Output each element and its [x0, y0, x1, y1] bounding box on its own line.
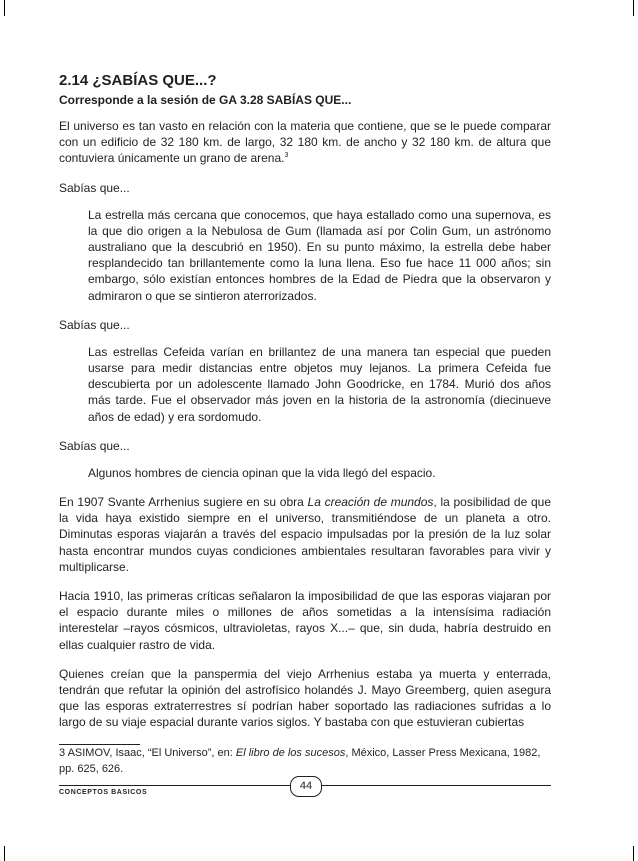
intro-text: El universo es tan vasto en relación con la materia que contiene, que se le puede comparar con un edificio de 32 180 km. de largo, 32 180 km. de ancho y 32 180 km. de altura que contuviera únicamente un grano de arena.	[59, 119, 551, 166]
fact-paragraph-cepheid: Las estrellas Cefeida varían en brillantez de una manera tan especial que pueden usarse para medir distancias entre objetos muy lejanos. La primera Cefeida fue descubierta por un adolescente llamado John Goodricke, en 1784. Murió dos años más tarde. Fue el observador más joven en la historia de la astronomía (diecinueve años de edad) y era sordomudo.	[88, 344, 551, 424]
fact-lead: Sabías que...	[59, 317, 130, 332]
arrhenius-paragraph	[59, 494, 551, 575]
intro-paragraph	[59, 118, 551, 167]
crop-mark-top-left	[4, 0, 5, 16]
crop-mark-bottom-right	[633, 846, 634, 861]
footnote-text-end: , México, Lasser Press Mexicana, 1982, pp. 625, 626.	[59, 747, 541, 775]
footnote	[59, 745, 551, 777]
page-body	[59, 72, 551, 731]
fact-paragraph-supernova: La estrella más cercana que conocemos, que haya estallado como una supernova, es la que dio origen a la Nebulosa de Gum (llamada así por Colin Gum, un astrónomo australiano que la descubrió en 1950). En su punto máximo, la estrella debe haber resplandecido tan brillantemente como la luna llena. Eso fue hace 11 000 años; sin embargo, sólo existían entonces hombres de la Edad de Piedra que la observaron y admiraron o que se sintieron aterrorizados.	[88, 207, 551, 303]
section-subtitle: Corresponde a la sesión de GA 3.28 SABÍAS QUE...	[59, 93, 352, 107]
crop-mark-bottom-left	[4, 846, 5, 861]
footnote-reference: 3	[284, 152, 289, 160]
page-number: 44	[290, 776, 322, 797]
footer-label: CONCEPTOS BASICOS	[59, 789, 148, 796]
footnote-text-start: 3 ASIMOV, Isaac, “El Universo”, en:	[59, 747, 236, 759]
fact-lead: Sabías que...	[59, 180, 130, 195]
fact-lead: Sabías que...	[59, 438, 130, 453]
arrhenius-text-end: , la posibilidad de que la vida haya existido siempre en el universo, transmitiéndose de un planeta a otro. Diminutas esporas viajarán a través del espacio impulsadas por la presión de la luz solar hasta encontrar mundos cuyas condiciones ambientales resultaran favorables para vivir y multiplicarse.	[59, 495, 552, 574]
crop-mark-top-right	[633, 0, 634, 16]
criticism-paragraph: Hacia 1910, las primeras críticas señalaron la imposibilidad de que las esporas viajaran por el espacio durante miles o millones de años sometidas a la intensísima radiación interestelar –rayos cósmicos, ultravioletas, rayos X...– que, sin duda, habría destruido en ellas cualquier rastro de vida.	[59, 589, 551, 652]
arrhenius-book-title: La creación de mundos	[307, 495, 434, 510]
arrhenius-text-start: En 1907 Svante Arrhenius sugiere en su obra	[59, 495, 308, 510]
section-title: 2.14 ¿SABÍAS QUE...?	[59, 72, 217, 89]
footnote-book-title: El libro de los sucesos	[235, 747, 346, 759]
fact-paragraph-life-from-space: Algunos hombres de ciencia opinan que la vida llegó del espacio.	[88, 465, 436, 480]
greemberg-paragraph: Quienes creían que la panspermia del viejo Arrhenius estaba ya muerta y enterrada, tendrán que refutar la opinión del astrofísico holandés J. Mayo Greemberg, quien asegura que las esporas extraterrestres sí podrían haber soportado las radiaciones sufridas a lo largo de su viaje espacial durante varios siglos. Y bastaba con que estuvieran cubiertas	[59, 666, 551, 730]
